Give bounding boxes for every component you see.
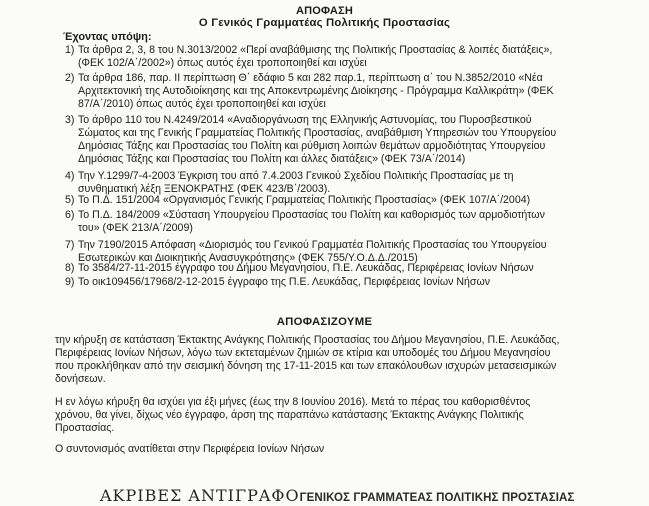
document-subtitle: Ο Γενικός Γραμματέας Πολιτικής Προστασίας bbox=[198, 17, 451, 29]
decision-paragraph-2 bbox=[55, 396, 615, 435]
item-text-line: Εσωτερικών και Διοικητικής Ανασυγκρότησης» (ΦΕΚ 755/Υ.Ο.Δ.Δ./2015) bbox=[78, 251, 418, 264]
consideration-item bbox=[65, 239, 608, 265]
consideration-item bbox=[65, 209, 608, 235]
item-number: 3) bbox=[65, 114, 75, 126]
item-text-line: Το Π.Δ. 184/2009 «Σύσταση Υπουργείου Προστασίας του Πολίτη και καθορισμός των αρμοδιοτήτων bbox=[78, 209, 545, 221]
certified-copy-text: ΑΚΡΙΒΕΣ ΑΝΤΙΓΡΑΦΟ bbox=[100, 486, 300, 505]
item-number: 5) bbox=[65, 194, 75, 206]
item-text-line: Δημόσιας Τάξης και Προστασίας του Πολίτη και άλλες διατάξεις» (ΦΕΚ 73/Α΄/2014) bbox=[78, 152, 466, 165]
item-number: 6) bbox=[65, 209, 75, 221]
item-number: 7) bbox=[65, 239, 75, 251]
consideration-item bbox=[65, 262, 608, 275]
item-text-line: Το άρθρο 110 του Ν.4249/2014 «Αναδιοργάνωση της Ελληνικής Αστυνομίας, του Πυροσβεστικού bbox=[78, 114, 532, 126]
consideration-item bbox=[65, 44, 608, 70]
having-regard-heading: Έχοντας υπόψη: bbox=[63, 31, 152, 43]
decision-text-line: Περιφέρειας Ιονίων Νήσων, λόγω των εκτεταμένων ζημιών σε κτίρια και υποδομές του Δήμου Μεγανησίου bbox=[55, 346, 551, 359]
signatory-title: ΓΕΝΙΚΟΣ ΓΡΑΜΜΑΤΕΑΣ ΠΟΛΙΤΙΚΗΣ ΠΡΟΣΤΑΣΙΑΣ bbox=[299, 492, 575, 504]
item-text-line: Την Υ.1299/7-4-2003 Έγκριση του από 7.4.2003 Γενικού Σχεδίου Πολιτικής Προστασίας με τη bbox=[78, 170, 514, 182]
decision-text-line: Ο συντονισμός ανατίθεται στην Περιφέρεια Ιονίων Νήσων bbox=[55, 443, 325, 455]
decision-paragraph-3 bbox=[55, 443, 615, 456]
decision-paragraph-1 bbox=[55, 334, 615, 386]
item-text-line: (ΦΕΚ 102/Α΄/2002») όπως αυτός έχει τροποποιηθεί και ισχύει bbox=[78, 56, 367, 69]
item-number: 4) bbox=[65, 170, 75, 182]
item-number: 9) bbox=[65, 276, 75, 288]
item-text-line: Την 7190/2015 Απόφαση «Διορισμός του Γενικού Γραμματέα Πολιτικής Προστασίας του Υπουργείου bbox=[78, 239, 547, 251]
decision-text-line: δονήσεων. bbox=[55, 372, 106, 385]
consideration-item bbox=[65, 114, 608, 166]
decision-heading: ΑΠΟΦΑΣΙΖΟΥΜΕ bbox=[276, 316, 373, 328]
consideration-item bbox=[65, 72, 608, 111]
certified-copy-stamp bbox=[100, 486, 574, 506]
decision-text-line: Η εν λόγω κήρυξη θα ισχύει για έξι μήνες (έως την 8 Ιουνίου 2016). Μετά το πέρας του καθορισθέντος bbox=[55, 396, 531, 408]
item-text-line: Αρχιτεκτονική της Αυτοδιοίκησης και της Αποκεντρωμένης Διοίκησης - Πρόγραμμα Καλλικράτη» (ΦΕΚ bbox=[78, 84, 554, 97]
item-text-line: συνθηματική λέξη ΞΕΝΟΚΡΑΤΗΣ (ΦΕΚ 423/Β΄/2003). bbox=[78, 182, 331, 195]
decision-text-line: Προστασίας. bbox=[55, 421, 115, 434]
item-text-line: Το Π.Δ. 151/2004 «Οργανισμός Γενικής Γραμματείας Πολιτικής Προστασίας» (ΦΕΚ 107/Α΄/2004) bbox=[78, 194, 531, 206]
item-number: 8) bbox=[65, 262, 75, 274]
item-text-line: 87/Α΄/2010) όπως αυτός έχει τροποποιηθεί και ισχύει bbox=[78, 97, 326, 110]
decision-text-line: χρόνου, θα γίνει, δίχως νέο έγγραφο, άρση της παραπάνω κατάστασης Έκτακτης Ανάγκης Πολιτικής bbox=[55, 408, 524, 421]
consideration-item bbox=[65, 276, 608, 289]
item-text-line: Το 3584/27-11-2015 έγγραφο του Δήμου Μεγανησίου, Π.Ε. Λευκάδας, Περιφέρειας Ιονίων Νήσων bbox=[78, 262, 534, 274]
consideration-item bbox=[65, 170, 608, 196]
item-text-line: Δημόσιας Τάξης και Προστασίας του Πολίτη και ρύθμιση λοιπών θεμάτων αρμοδιότητας Υπουργείου bbox=[78, 139, 546, 152]
consideration-item bbox=[65, 194, 608, 207]
decision-text-line: που προκλήθηκαν από την σεισμική δόνηση της 17-11-2015 και των επακόλουθων ισχυρών μετασεισμικών bbox=[55, 359, 557, 372]
item-text-line: Τα άρθρα 186, παρ. ΙΙ περίπτωση Θ΄ εδάφιο 5 και 282 παρ.1, περίπτωση α΄ του Ν.3852/2010 «Νέα bbox=[78, 72, 543, 84]
item-text-line: Σώματος και της Γενικής Γραμματείας Πολιτικής Προστασίας, αναβάθμιση Υπηρεσιών του Υπουργείου bbox=[78, 126, 557, 139]
decision-text-line: την κήρυξη σε κατάσταση Έκτακτης Ανάγκης Πολιτικής Προστασίας του Δήμου Μεγανησίου, Π.Ε. Λευκάδας, bbox=[55, 334, 560, 346]
item-text-line: Το οικ109456/17968/2-12-2015 έγγραφο της Π.Ε. Λευκάδας, Περιφέρειας Ιονίων Νήσων bbox=[78, 276, 491, 288]
item-number: 1) bbox=[65, 44, 75, 56]
item-text-line: Τα άρθρα 2, 3, 8 του Ν.3013/2002 «Περί αναβάθμισης της Πολιτικής Προστασίας & λοιπές διατάξεις», bbox=[78, 44, 553, 56]
document-title: ΑΠΟΦΑΣΗ bbox=[295, 5, 354, 17]
item-text-line: του» (ΦΕΚ 213/Α΄/2009) bbox=[78, 221, 193, 234]
item-number: 2) bbox=[65, 72, 75, 84]
